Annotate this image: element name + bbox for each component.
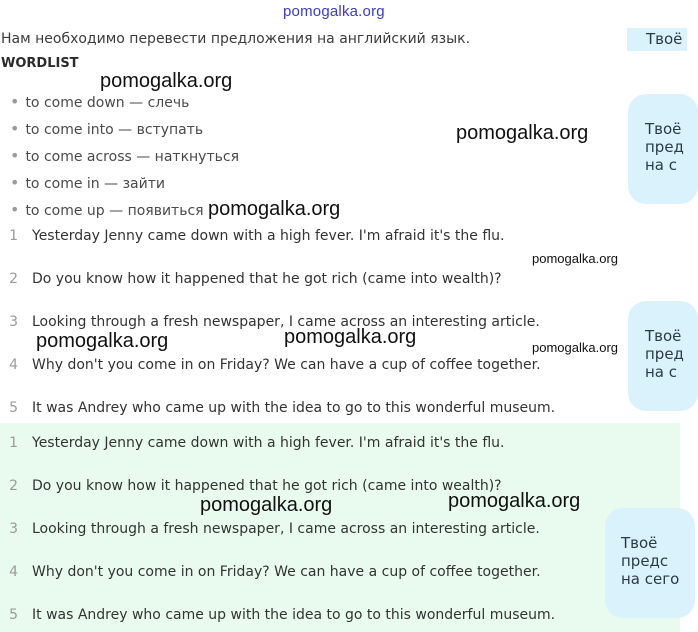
wordlist-item: • to come in — зайти xyxy=(10,173,165,192)
watermark: pomogalka.org xyxy=(200,494,333,516)
translation-row: 3 Looking through a fresh newspaper, I came across an interesting article. xyxy=(9,521,540,537)
translation-card[interactable]: Твоё пред на с xyxy=(628,301,698,411)
translation-row: 5 It was Andrey who came up with the idea to go to this wonderful museum. xyxy=(9,607,556,623)
sentence-row: 5 It was Andrey who came up with the idea to go to this wonderful museum. xyxy=(9,400,556,416)
wordlist-item: • to come across — наткнуться xyxy=(10,146,239,165)
bullet-icon: • xyxy=(10,92,20,111)
wordlist-item: • to come up — появиться xyxy=(10,200,204,219)
watermark-top: pomogalka.org xyxy=(283,3,385,20)
sentence-row: 3 Looking through a fresh newspaper, I came across an interesting article. xyxy=(9,314,540,330)
sentence-row: 4 Why don't you come in on Friday? We can have a cup of coffee together. xyxy=(9,357,541,373)
translation-row: 2 Do you know how it happened that he got rich (came into wealth)? xyxy=(9,478,502,494)
watermark: pomogalka.org xyxy=(208,198,341,220)
translation-card[interactable]: Твоё предс на сего xyxy=(605,508,695,618)
watermark: pomogalka.org xyxy=(532,251,618,266)
translation-card[interactable]: Твоё пред на с xyxy=(628,94,698,204)
translation-row: 4 Why don't you come in on Friday? We can have a cup of coffee together. xyxy=(9,564,541,580)
watermark: pomogalka.org xyxy=(456,122,589,144)
watermark: pomogalka.org xyxy=(284,326,417,348)
watermark: pomogalka.org xyxy=(36,330,169,352)
translation-card[interactable]: Твоё xyxy=(627,28,687,51)
bullet-icon: • xyxy=(10,200,20,219)
bullet-icon: • xyxy=(10,119,20,138)
task-instruction: Нам необходимо перевести предложения на английский язык. xyxy=(1,31,471,47)
wordlist-title: WORDLIST xyxy=(1,56,79,71)
translation-row: 1 Yesterday Jenny came down with a high fever. I'm afraid it's the flu. xyxy=(9,435,505,451)
watermark: pomogalka.org xyxy=(532,340,618,355)
bullet-icon: • xyxy=(10,173,20,192)
watermark: pomogalka.org xyxy=(100,70,233,92)
sentence-row: 1 Yesterday Jenny came down with a high fever. I'm afraid it's the flu. xyxy=(9,228,505,244)
bullet-icon: • xyxy=(10,146,20,165)
wordlist-item: • to come down — слечь xyxy=(10,92,190,111)
wordlist-item: • to come into — вступать xyxy=(10,119,204,138)
watermark: pomogalka.org xyxy=(448,490,581,512)
sentence-row: 2 Do you know how it happened that he got rich (came into wealth)? xyxy=(9,271,502,287)
